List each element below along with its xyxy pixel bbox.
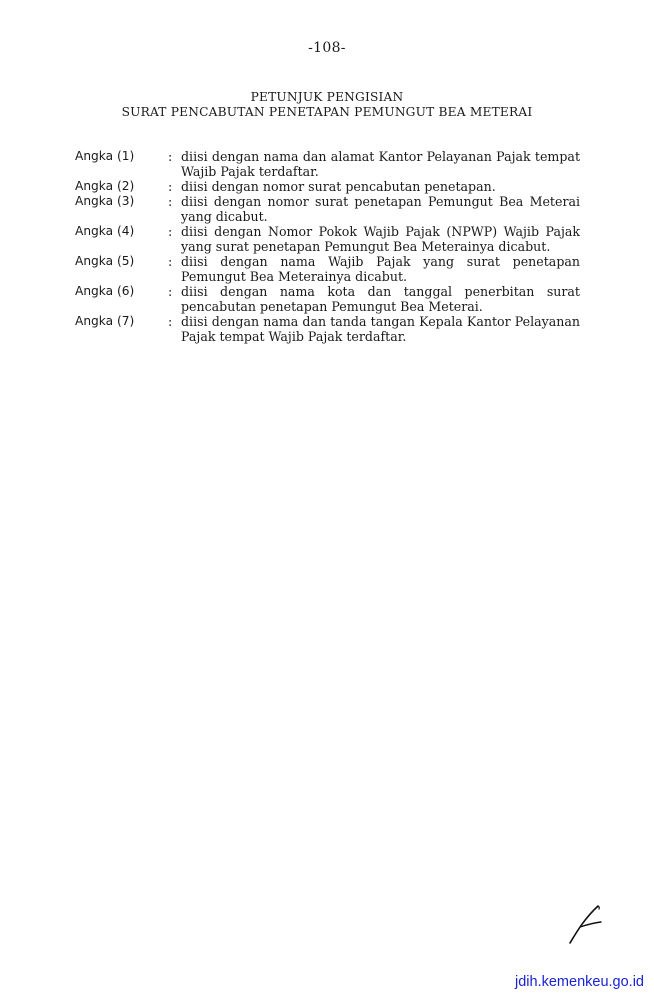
item-label: Angka (4) <box>75 224 135 238</box>
item-description: diisi dengan nama dan tanda tangan Kepala Kantor Pelayanan Pajak tempat Wajib Pajak terdaftar. <box>181 314 580 344</box>
item-colon: : <box>168 179 173 194</box>
item-label: Angka (2) <box>75 179 135 193</box>
item-description: diisi dengan nama dan alamat Kantor Pelayanan Pajak tempat Wajib Pajak terdaftar. <box>181 149 580 179</box>
instruction-item-7 <box>75 314 580 344</box>
item-colon: : <box>168 194 173 209</box>
instruction-item-6 <box>75 284 580 314</box>
item-colon: : <box>168 149 173 164</box>
page-number: -108- <box>308 40 346 56</box>
item-description: diisi dengan Nomor Pokok Wajib Pajak (NPWP) Wajib Pajak yang surat penetapan Pemungut Bea Meterainya dicabut. <box>181 224 580 254</box>
title-line-2: SURAT PENCABUTAN PENETAPAN PEMUNGUT BEA METERAI <box>121 105 533 119</box>
initial-signature <box>566 903 604 945</box>
item-colon: : <box>168 254 173 269</box>
item-label: Angka (3) <box>75 194 135 208</box>
instruction-item-5 <box>75 254 580 284</box>
item-description: diisi dengan nomor surat pencabutan penetapan. <box>181 179 496 194</box>
item-description: diisi dengan nomor surat penetapan Pemungut Bea Meterai yang dicabut. <box>181 194 580 224</box>
item-label: Angka (5) <box>75 254 135 268</box>
instruction-item-3 <box>75 194 580 224</box>
item-label: Angka (1) <box>75 149 135 163</box>
item-colon: : <box>168 284 173 299</box>
item-label: Angka (6) <box>75 284 135 298</box>
item-description: diisi dengan nama kota dan tanggal penerbitan surat pencabutan penetapan Pemungut Bea Meterai. <box>181 284 580 314</box>
instruction-item-2 <box>75 179 580 194</box>
document-title <box>0 90 654 120</box>
instruction-list <box>75 149 580 344</box>
jdih-website-link[interactable]: jdih.kemenkeu.go.id <box>515 974 644 990</box>
item-label: Angka (7) <box>75 314 135 328</box>
title-line-1: PETUNJUK PENGISIAN <box>250 90 404 104</box>
item-colon: : <box>168 314 173 329</box>
item-colon: : <box>168 224 173 239</box>
instruction-item-1 <box>75 149 580 179</box>
instruction-item-4 <box>75 224 580 254</box>
item-description: diisi dengan nama Wajib Pajak yang surat penetapan Pemungut Bea Meterainya dicabut. <box>181 254 580 284</box>
